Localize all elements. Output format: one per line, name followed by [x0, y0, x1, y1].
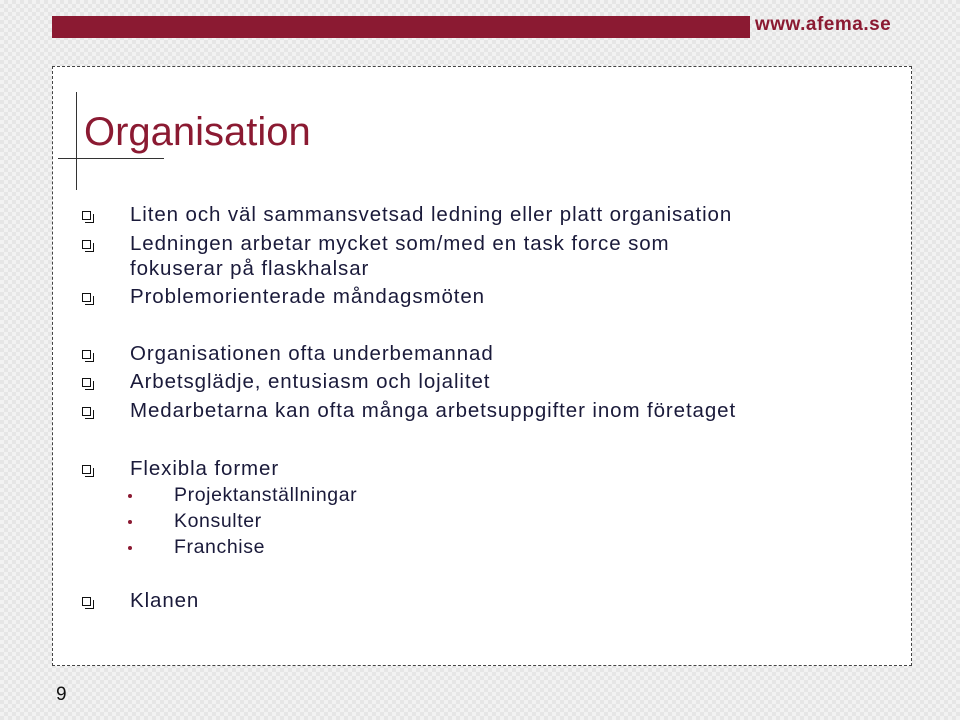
title-vertical-rule — [76, 92, 77, 190]
bullet-text-continuation: fokuserar på flaskhalsar — [130, 257, 370, 280]
title-horizontal-rule — [58, 158, 164, 159]
bullet-text: Arbetsglädje, entusiasm och lojalitet — [130, 370, 491, 393]
sub-bullet-dot-icon — [128, 494, 132, 498]
bullet-text: Flexibla former — [130, 457, 280, 480]
bullet-text: Problemorienterade måndagsmöten — [130, 285, 485, 308]
sub-bullet-text: Konsulter — [174, 510, 262, 532]
sub-bullet-dot-icon — [128, 520, 132, 524]
checkbox-bullet-icon — [82, 378, 91, 387]
bullet-text: Organisationen ofta underbemannad — [130, 342, 494, 365]
checkbox-bullet-icon — [82, 465, 91, 474]
bullet-text: Liten och väl sammansvetsad ledning eller platt organisation — [130, 203, 733, 226]
site-url[interactable]: www.afema.se — [755, 14, 892, 35]
bullet-text: Ledningen arbetar mycket som/med en task force som — [130, 232, 670, 255]
slide-title: Organisation — [84, 110, 311, 154]
checkbox-bullet-icon — [82, 350, 91, 359]
sub-bullet-dot-icon — [128, 546, 132, 550]
checkbox-bullet-icon — [82, 597, 91, 606]
sub-bullet-text: Projektanställningar — [174, 484, 358, 506]
checkbox-bullet-icon — [82, 293, 91, 302]
header-bar — [52, 16, 750, 38]
checkbox-bullet-icon — [82, 407, 91, 416]
bullet-text: Klanen — [130, 589, 200, 612]
sub-bullet-text: Franchise — [174, 536, 266, 558]
checkbox-bullet-icon — [82, 211, 91, 220]
checkbox-bullet-icon — [82, 240, 91, 249]
page-number: 9 — [56, 684, 67, 705]
bullet-text: Medarbetarna kan ofta många arbetsuppgifter inom företaget — [130, 399, 737, 422]
